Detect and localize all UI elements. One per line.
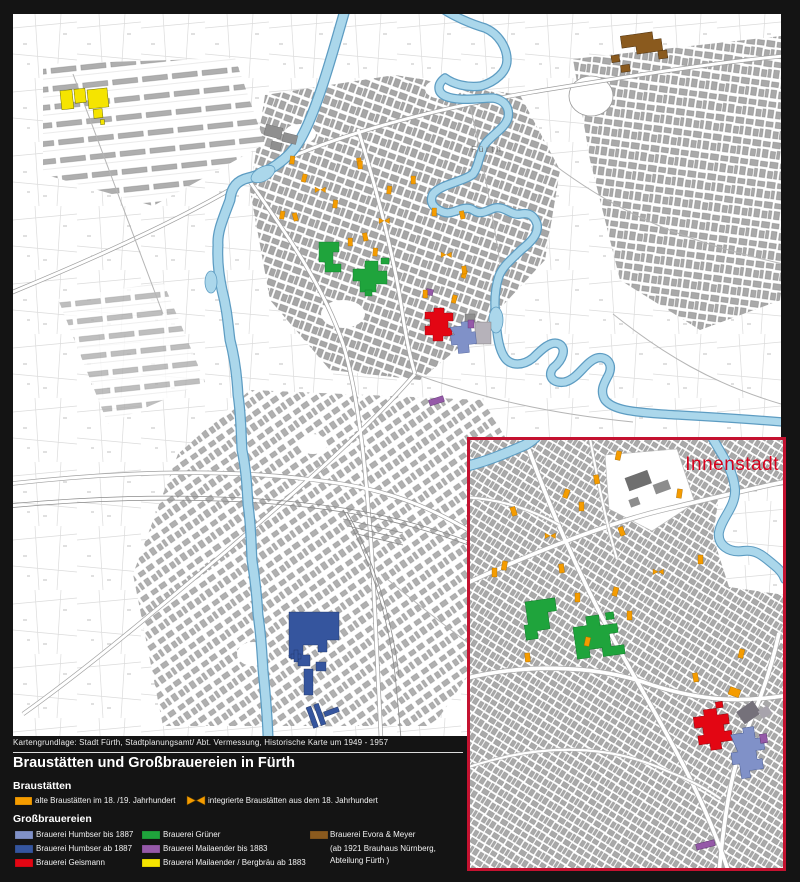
- geismann-swatch: [15, 859, 33, 867]
- bergbraeu-label: Brauerei Mailaender / Bergbräu ab 1883: [163, 858, 306, 867]
- evora-meyer-note-2: Abteilung Fürth ): [330, 856, 390, 865]
- integrierte-braustaetten-label: integrierte Braustätten aus dem 18. Jahrhundert: [208, 796, 378, 805]
- gruener-label: Brauerei Grüner: [163, 830, 221, 839]
- humbser-old-label: Brauerei Humbser bis 1887: [36, 830, 134, 839]
- inset-map-canvas: [467, 437, 786, 871]
- mailaender-old-label: Brauerei Mailaender bis 1883: [163, 844, 268, 853]
- page-title: Braustätten und Großbrauereien in Fürth: [13, 755, 295, 771]
- integrierte-braustaetten-icon: [186, 795, 206, 806]
- humbser-old-swatch: [15, 831, 33, 839]
- city-label: Fürth: [471, 144, 504, 154]
- evora-meyer-swatch: [310, 831, 328, 839]
- map-source-note: Kartengrundlage: Stadt Fürth, Stadtplanungsamt/ Abt. Vermessung, Historische Karte um 1949 - 1957: [13, 738, 389, 747]
- inset-map: [467, 437, 786, 871]
- inset-label: Innenstadt: [685, 454, 779, 475]
- alte-braustaetten-label: alte Braustätten im 18. /19. Jahrhundert: [35, 796, 176, 805]
- evora-meyer-note-1: (ab 1921 Brauhaus Nürnberg,: [330, 844, 436, 853]
- braustaetten-heading: Braustätten: [13, 780, 72, 792]
- bergbraeu-swatch: [142, 859, 160, 867]
- alte-braustaetten-swatch: [15, 797, 32, 805]
- gruener-swatch: [142, 831, 160, 839]
- humbser-new-label: Brauerei Humbser ab 1887: [36, 844, 133, 853]
- evora-meyer-label: Brauerei Evora & Meyer: [330, 830, 416, 839]
- geismann-label: Brauerei Geismann: [36, 858, 105, 867]
- separator-line: [13, 752, 463, 753]
- grossbrauereien-heading: Großbrauereien: [13, 813, 92, 825]
- mailaender-old-swatch: [142, 845, 160, 853]
- humbser-new-swatch: [15, 845, 33, 853]
